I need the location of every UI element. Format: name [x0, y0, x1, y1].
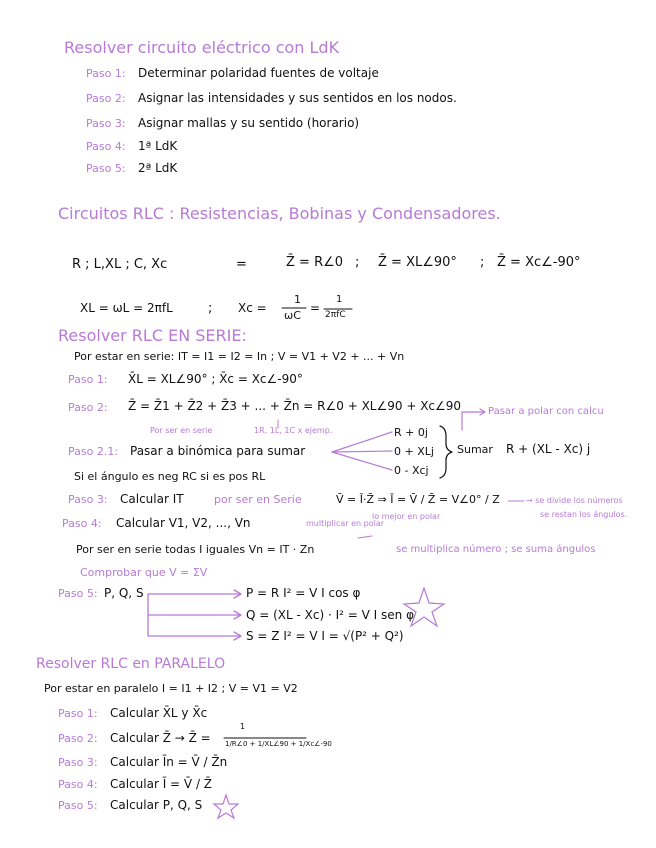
- xc-frac1-den: ωC: [284, 309, 301, 322]
- serie-paso5-text: P, Q, S: [104, 586, 144, 600]
- serie-paso4-text: Calcular V1, V2, ..., Vn: [116, 516, 251, 530]
- par-step4-label: Paso 4:: [58, 778, 98, 791]
- serie-paso4-annot2: lo mejor en polar: [372, 512, 441, 521]
- serie-paso2-note: Por ser en serie: [150, 426, 213, 435]
- equivalence-sign: =: [236, 257, 247, 272]
- serie-paso3-label: Paso 3:: [68, 493, 108, 506]
- serie-paso2-label: Paso 2:: [68, 401, 108, 414]
- rlc-symbols: R ; L,XL ; C, Xc: [72, 257, 168, 272]
- s1-step4-text: 1ª LdK: [138, 139, 178, 153]
- impedance-c: Z̄ = Xc∠-90°: [497, 255, 581, 270]
- sum-label: Sumar: [457, 443, 493, 456]
- xc-lhs: Xc =: [238, 301, 267, 315]
- serie-note: se multiplica número ; se suma ángulos: [396, 544, 596, 555]
- star-icon: [214, 795, 238, 818]
- separator: ;: [480, 255, 485, 270]
- par-step5-text: Calcular P, Q, S: [110, 798, 203, 812]
- par-step5-label: Paso 5:: [58, 799, 98, 812]
- s1-step3-label: Paso 3:: [86, 117, 126, 130]
- par-step3-text: Calcular Īn = V̄ / Z̄n: [110, 755, 228, 769]
- polar-small-arrow: [358, 536, 372, 538]
- s1-step2-label: Paso 2:: [86, 92, 126, 105]
- power-s: S = Z I² = V I = √(P² + Q²): [246, 629, 404, 643]
- s1-step5-label: Paso 5:: [86, 162, 126, 175]
- paralelo-intro: Por estar en paralelo I = I1 + I2 ; V = V1 = V2: [44, 682, 298, 695]
- section4-title: Resolver RLC en PARALELO: [36, 656, 226, 672]
- serie-line: Por ser en serie todas I iguales Vn = IT · Zn: [76, 543, 315, 556]
- xc-frac1-num: 1: [294, 293, 301, 306]
- separator: ;: [355, 255, 360, 270]
- binomial-c: 0 - Xcj: [394, 464, 429, 477]
- serie-paso3-reason: por ser en Serie: [214, 493, 302, 506]
- s1-step3-text: Asignar mallas y su sentido (horario): [138, 116, 360, 130]
- power-arrows: [148, 590, 241, 640]
- serie-paso3-note1: → se divide los números: [526, 496, 623, 505]
- impedance-l: Z̄ = XL∠90°: [378, 255, 457, 270]
- serie-paso1-label: Paso 1:: [68, 373, 108, 386]
- section1-title: Resolver circuito eléctrico con LdK: [64, 38, 340, 57]
- par-step2-label: Paso 2:: [58, 732, 98, 745]
- serie-paso3-note2: se restan los ángulos.: [540, 510, 628, 519]
- xc-frac2-den: 2πfC: [325, 310, 346, 320]
- serie-paso5-label: Paso 5:: [58, 587, 98, 600]
- par-step1-text: Calcular X̄L y X̄c: [110, 706, 208, 720]
- section3-title: Resolver RLC EN SERIE:: [58, 326, 247, 345]
- serie-paso2-example: 1R, 1L, 1C x ejemp.: [254, 426, 333, 435]
- power-p: P = R I² = V I cos φ: [246, 586, 361, 600]
- star-icon: [404, 588, 444, 626]
- serie-paso3-eq: V̄ = Ī·Z̄ ⇒ Ī = V̄ / Z̄ = V∠0° / Z: [336, 493, 500, 506]
- serie-paso1-text: X̄L = XL∠90° ; X̄c = Xc∠-90°: [128, 372, 303, 386]
- par-step2-text: Calcular Z̄ → Z̄ =: [110, 731, 211, 745]
- note-polar-calc: Pasar a polar con calcu: [488, 406, 604, 417]
- sum-result: R + (XL - Xc) j: [506, 442, 591, 456]
- binomial-l: 0 + XLj: [394, 445, 434, 458]
- serie-paso2-text: Z̄ = Z̄1 + Z̄2 + Z̄3 + ... + Z̄n = R∠0 + XL∠90 + Xc∠90: [128, 399, 462, 413]
- s1-step1-text: Determinar polaridad fuentes de voltaje: [138, 66, 379, 80]
- serie-paso4-annot1: multiplicar en polar: [306, 519, 385, 528]
- s1-step4-label: Paso 4:: [86, 140, 126, 153]
- comprobar-line: Comprobar que V = ΣV: [80, 566, 208, 579]
- impedance-r: Z̄ = R∠0: [286, 255, 344, 270]
- binomial-r: R + 0j: [394, 426, 428, 439]
- par-step3-label: Paso 3:: [58, 756, 98, 769]
- power-q: Q = (XL - Xc) · I² = V I sen φ: [246, 608, 414, 622]
- angle-note: Si el ángulo es neg RC si es pos RL: [74, 470, 266, 483]
- binomial-fan-arrows: [332, 432, 392, 470]
- serie-paso4-label: Paso 4:: [62, 517, 102, 530]
- xl-formula: XL = ωL = 2πfL: [80, 301, 173, 315]
- par-step1-label: Paso 1:: [58, 707, 98, 720]
- s1-step1-label: Paso 1:: [86, 67, 126, 80]
- serie-intro: Por estar en serie: IT = I1 = I2 = In ; V = V1 + V2 + ... + Vn: [74, 350, 405, 363]
- equals-sign: =: [310, 301, 321, 315]
- binomial-brace: [440, 426, 452, 478]
- xc-frac2-num: 1: [336, 294, 343, 305]
- serie-paso21-text: Pasar a binómica para sumar: [130, 444, 306, 458]
- section2-title: Circuitos RLC : Resistencias, Bobinas y Condensadores.: [58, 204, 501, 223]
- s1-step2-text: Asignar las intensidades y sus sentidos en los nodos.: [138, 91, 457, 105]
- s1-step5-text: 2ª LdK: [138, 161, 178, 175]
- separator: ;: [208, 301, 213, 316]
- par-frac-den: 1/R∠0 + 1/XL∠90 + 1/Xc∠-90: [225, 740, 332, 748]
- par-step4-text: Calcular Ī = V̄ / Z̄: [110, 777, 213, 791]
- par-frac-num: 1: [240, 722, 246, 731]
- serie-paso3-text: Calcular IT: [120, 492, 184, 506]
- serie-paso21-label: Paso 2.1:: [68, 445, 119, 458]
